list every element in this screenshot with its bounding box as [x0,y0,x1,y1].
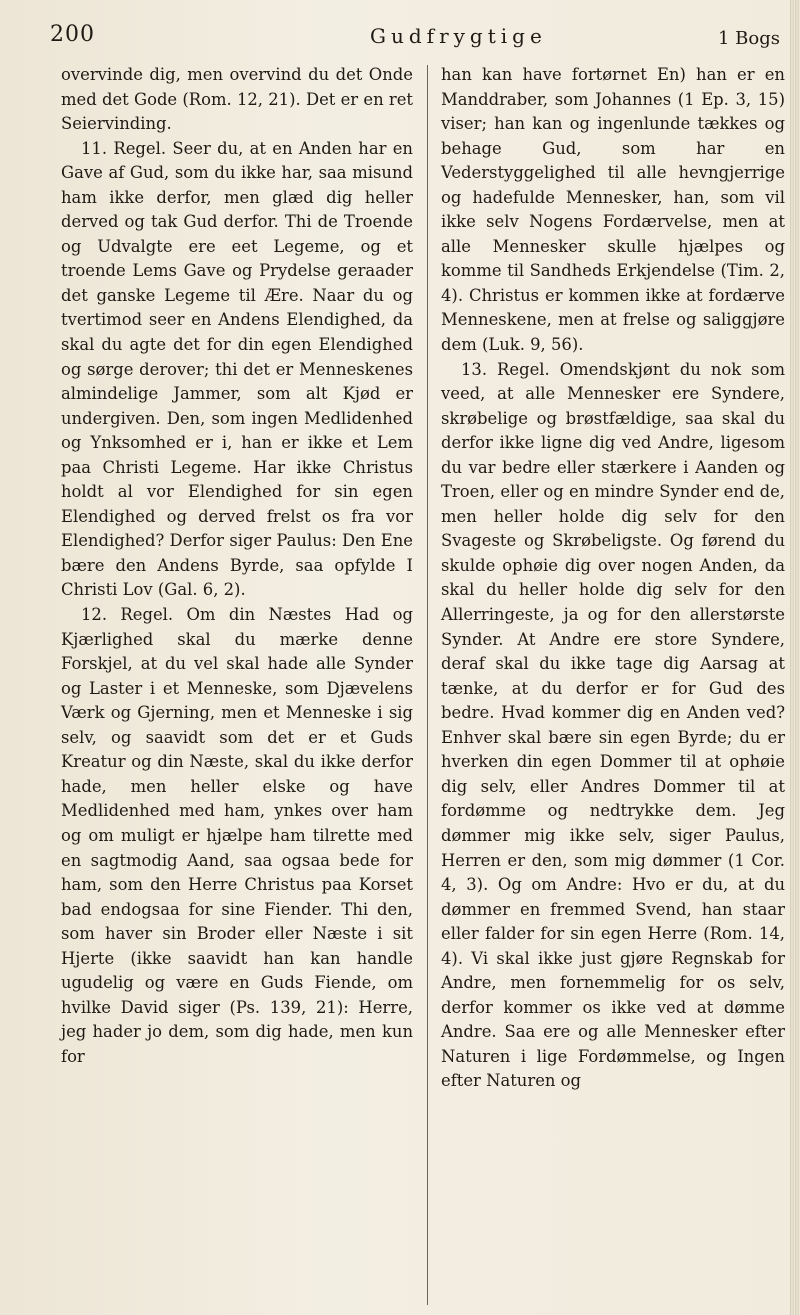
page-header [50,22,780,56]
rule-12-paragraph: 12. Regel. Om din Næstes Had og Kjærlighed skal du mærke denne Forskjel, at du vel skal hade alle Synder og Laster i et Menneske, som Djævelens Værk og Gjerning, men et Menneske i sig selv, og saavidt som det er et Guds Kreatur og din Næste, skal du ikke derfor hade, men heller elske og have Medlidenhed med ham, ynkes over ham og om muligt er hjælpe ham tilrette med en sagtmodig Aand, saa ogsaa bede for ham, som den Herre Christus paa Korset bad endogsaa for sine Fiender. Thi den, som haver sin Broder eller Næste i sit Hjerte (ikke saavidt han kan handle ugudelig og være en Guds Fiende, om hvilke David siger (Ps. 139, 21): Herre, jeg hader jo dem, som dig hade, men kun for [61,605,413,1066]
running-head: Gudfrygtige [370,24,547,48]
rule-11-paragraph: 11. Regel. Seer du, at en Anden har en Gave af Gud, som du ikke har, saa misund ham ikke derfor, men glæd dig heller derved og tak Gud derfor. Thi de Troende og Udvalgte ere eet Legeme, og et troende Lems Gave og Prydelse geraader det ganske Legeme til Ære. Naar du og tvertimod seer en Andens Elendighed, da skal du agte det for din egen Elendighed og sørge derover; thi det er Menneskenes almindelige Jammer, som alt Kjød er undergiven. Den, som ingen Medlidenhed og Ynksomhed er i, han er ikke et Lem paa Christi Legeme. Har ikke Christus holdt al vor Elendighed for sin egen Elendighed og derved frelst os fra vor Elendighed? Derfor siger Paulus: Den Ene bære den Andens Byrde, saa opfylde I Christi Lov (Gal. 6, 2). [61,138,413,600]
left-column [61,63,413,1069]
column-divider [427,65,428,1305]
page-edge [790,0,800,1315]
rule-13-paragraph: 13. Regel. Omendskjønt du nok som veed, at alle Mennesker ere Syndere, skrøbelige og brøstfældige, saa skal du derfor ikke ligne dig ved Andre, ligesom du var bedre eller stærkere i Aanden og Troen, eller og en mindre Synder end de, men heller holde dig selv for den Svageste og Skrøbeligste. Og førend du skulde ophøie dig over nogen Anden, da skal du heller holde dig selv for den Allerringeste, ja og for den allerstørste Synder. At Andre ere store Syndere, deraf skal du ikke tage dig Aarsag at tænke, at du derfor er for Gud des bedre. Hvad kommer dig en Anden ved? Enhver skal bære sin egen Byrde; du er hverken din egen Dommer til at ophøie dig selv, eller Andres Dommer til at fordømme og nedtrykke dem. Jeg dømmer mig ikke selv, siger Paulus, Herren er den, som mig dømmer (1 Cor. 4, 3). Og om Andre: Hvo er du, at du dømmer en fremmed Svend, han staar eller falder for sin egen Herre (Rom. 14, 4). Vi skal ikke just gjøre Regnskab for Andre, men fornemmelig for os selv, derfor kommer os ikke ved at dømme Andre. Saa ere og alle Mennesker efter Naturen i lige Fordømmelse, og Ingen efter Naturen og [441,359,785,1091]
paragraph-continuation: han kan have fortørnet En) han er en Manddraber, som Johannes (1 Ep. 3, 15) viser; han kan og ingenlunde tækkes og behage Gud, som har en Vederstyggelighed til alle hevngjerrige og hadefulde Mennesker, han, som vil ikke selv Nogens Fordærvelse, men at alle Mennesker skulle hjælpes og komme til Sandheds Erkjendelse (Tim. 2, 4). Christus er kommen ikke at fordærve Menneskene, men at frelse og saliggjøre dem (Luk. 9, 56). [441,65,785,355]
paragraph-continuation: overvinde dig, men overvind du det Onde med det Gode (Rom. 12, 21). Det er en ret Seiervinding. [61,65,413,134]
page-number: 200 [50,22,95,47]
right-column [441,63,785,1094]
signature-mark: 1 Bogs [718,28,780,49]
